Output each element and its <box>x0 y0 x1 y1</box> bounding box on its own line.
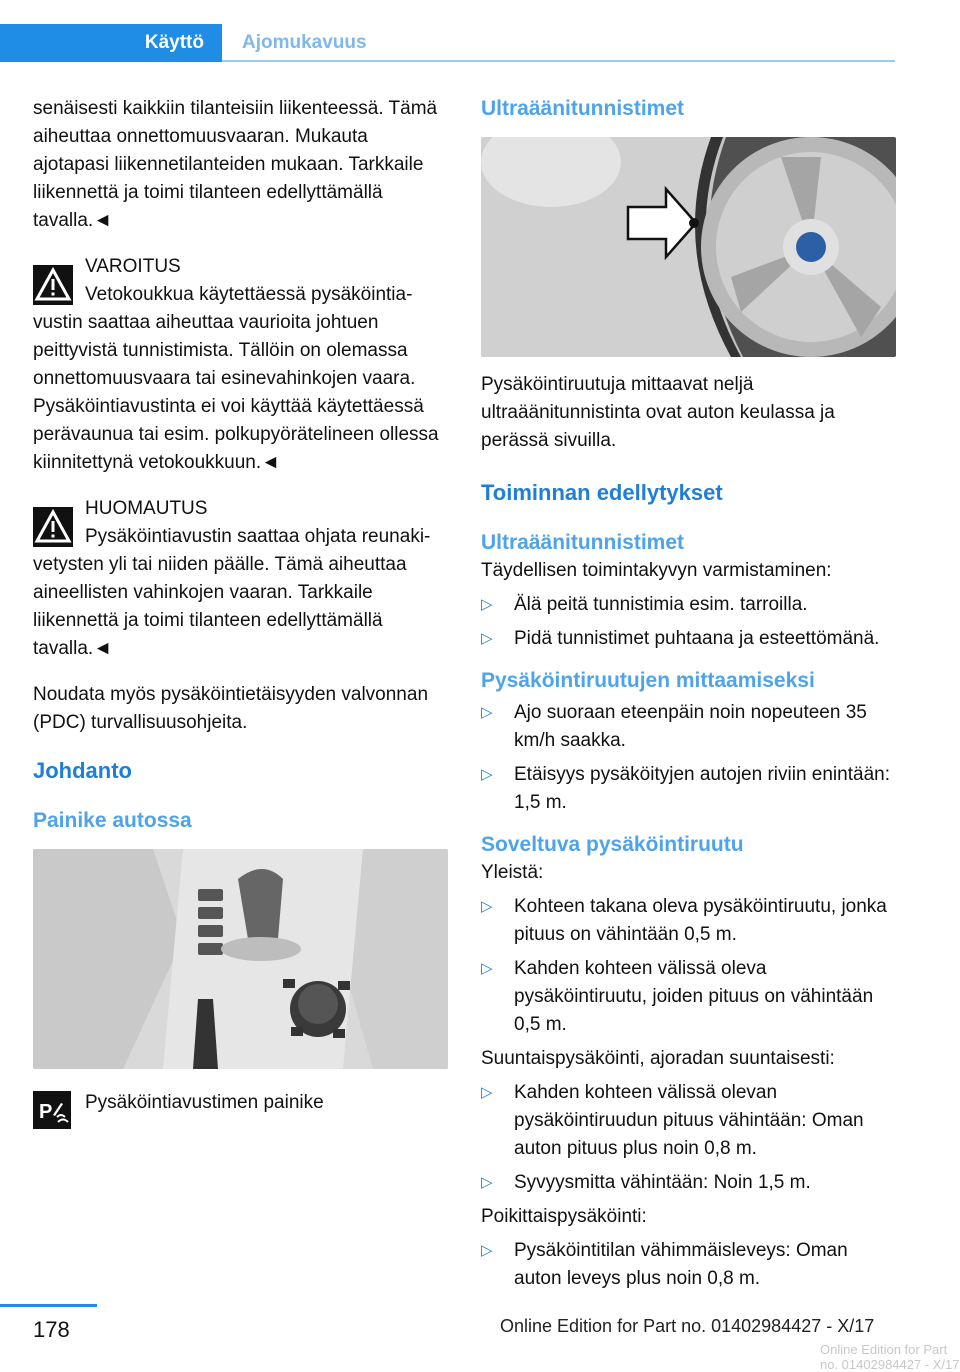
bullet-triangle-icon: ▷ <box>481 704 493 721</box>
warning-title: VAROITUS <box>85 256 181 277</box>
list-item: ▷ Ajo suoraan eteenpäin noin nopeuteen 35 km/h saakka. <box>481 699 896 755</box>
heading-johdanto: Johdanto <box>33 758 132 783</box>
bullet-triangle-icon: ▷ <box>481 1242 493 1259</box>
list-item: ▷ Kahden kohteen välissä olevan pysäköintiruudun pituus vähintään: Oman auton pituus plus noin 0,8 m. <box>481 1079 896 1163</box>
bullet-triangle-icon: ▷ <box>481 630 493 647</box>
list-item: ▷ Etäisyys pysäköityjen autojen riviin enintään: 1,5 m. <box>481 761 896 817</box>
section-tab[interactable]: Ajomukavuus <box>242 32 367 53</box>
list-item: ▷ Pidä tunnistimet puhtaana ja esteettömänä. <box>481 625 896 653</box>
list-general <box>481 893 896 1039</box>
list-perpendicular <box>481 1237 896 1293</box>
sensor-caption: Pysäköintiruutuja mittaavat neljä ultraäänitunnistinta ovat auton keulassa ja perässä sivuilla. <box>481 374 835 451</box>
bullet-triangle-icon: ▷ <box>481 1084 493 1101</box>
heading-painike: Painike autossa <box>33 809 192 832</box>
pdc-paragraph: Noudata myös pysäköintietäisyyden valvonnan (PDC) turvallisuusohjeita. <box>33 684 429 733</box>
intro-paragraph: senäisesti kaikkiin tilanteisiin liikenteessä. Tämä aiheuttaa onnettomuusvaaran. Mukauta ajotapasi liikennetilanteiden mukaan. Tarkkaile liikennettä ja toimi tilanteen edellyttämällä tavalla.◄ <box>33 98 438 231</box>
list-item: ▷ Syvyysmitta vähintään: Noin 1,5 m. <box>481 1169 896 1197</box>
sensor-photo <box>481 137 896 357</box>
bullet-triangle-icon: ▷ <box>481 1174 493 1191</box>
svg-text:P: P <box>39 1101 53 1123</box>
list-item: ▷ Älä peitä tunnistimia esim. tarroilla. <box>481 591 896 619</box>
poikittais-label: Poikittaispysäköinti: <box>481 1206 647 1227</box>
right-column <box>481 95 896 1299</box>
bullet-triangle-icon: ▷ <box>481 596 493 613</box>
warning-block <box>33 253 448 477</box>
notice-block <box>33 495 448 663</box>
heading-ultra: Ultraäänitunnistimet <box>481 97 685 120</box>
notice-title: HUOMAUTUS <box>85 498 208 519</box>
list-item: ▷ Kahden kohteen välissä oleva pysäköintiruutu, joiden pituus on vähintään 0,5 m. <box>481 955 896 1039</box>
heading-ultra-2: Ultraäänitunnistimet <box>481 531 685 554</box>
footer-accent-line <box>0 1304 97 1307</box>
bullet-triangle-icon: ▷ <box>481 766 493 783</box>
button-caption: Pysäköintiavustimen painike <box>85 1092 324 1113</box>
warning-text-first: Vetokoukkua käytettäessä pysäköintia- <box>85 284 413 305</box>
console-photo <box>33 849 448 1069</box>
warning-triangle-icon <box>33 265 73 305</box>
chapter-header <box>0 24 895 62</box>
taydellisen-text: Täydellisen toimintakyvyn varmistaminen: <box>481 560 832 581</box>
suuntais-label: Suuntaispysäköinti, ajoradan suuntaisesti: <box>481 1048 835 1069</box>
yleista-label: Yleistä: <box>481 862 544 883</box>
warning-text: vustin saattaa aiheuttaa vaurioita johtuen peittyvistä tunnistimista. Tällöin on olemassa onnettomuusvaara tai esinevahinkojen vaara. Pysäköintiavustinta ei voi käyttää käytettäessä perävaunua tai esim. polkupyörätelineen ollessa kiinnitettynä vetokoukkuun.◄ <box>33 312 439 473</box>
park-assist-button-icon <box>33 1091 71 1129</box>
heading-mittaamiseksi: Pysäköintiruutujen mittaamiseksi <box>481 669 815 692</box>
button-caption-row <box>33 1091 448 1131</box>
list-conditions <box>481 591 896 653</box>
list-item: ▷ Kohteen takana oleva pysäköintiruutu, jonka pituus on vähintään 0,5 m. <box>481 893 896 949</box>
bullet-triangle-icon: ▷ <box>481 898 493 915</box>
list-item: ▷ Pysäköintitilan vähimmäisleveys: Oman auton leveys plus noin 0,8 m. <box>481 1237 896 1293</box>
left-column <box>33 95 448 1131</box>
edition-text: Online Edition for Part no. 01402984427 - X/17 <box>500 1316 875 1336</box>
page-number: 178 <box>33 1317 70 1342</box>
notice-text: vetysten yli tai niiden päälle. Tämä aiheuttaa aineellisten vahinkojen vaaran. Tarkkaile liikennettä ja toimi tilanteen edellyttämällä tavalla.◄ <box>33 554 407 659</box>
bullet-triangle-icon: ▷ <box>481 960 493 977</box>
list-measuring <box>481 699 896 817</box>
heading-soveltuva: Soveltuva pysäköintiruutu <box>481 833 744 856</box>
heading-toiminnan: Toiminnan edellytykset <box>481 480 723 505</box>
header-divider <box>222 60 895 62</box>
watermark-text: Online Edition for Part no. 01402984427 - X/17 <box>820 1342 960 1372</box>
list-parallel <box>481 1079 896 1197</box>
notice-text-first: Pysäköintiavustin saattaa ohjata reunaki- <box>85 526 431 547</box>
notice-triangle-icon <box>33 507 73 547</box>
chapter-tab-active[interactable]: Käyttö <box>0 24 222 62</box>
